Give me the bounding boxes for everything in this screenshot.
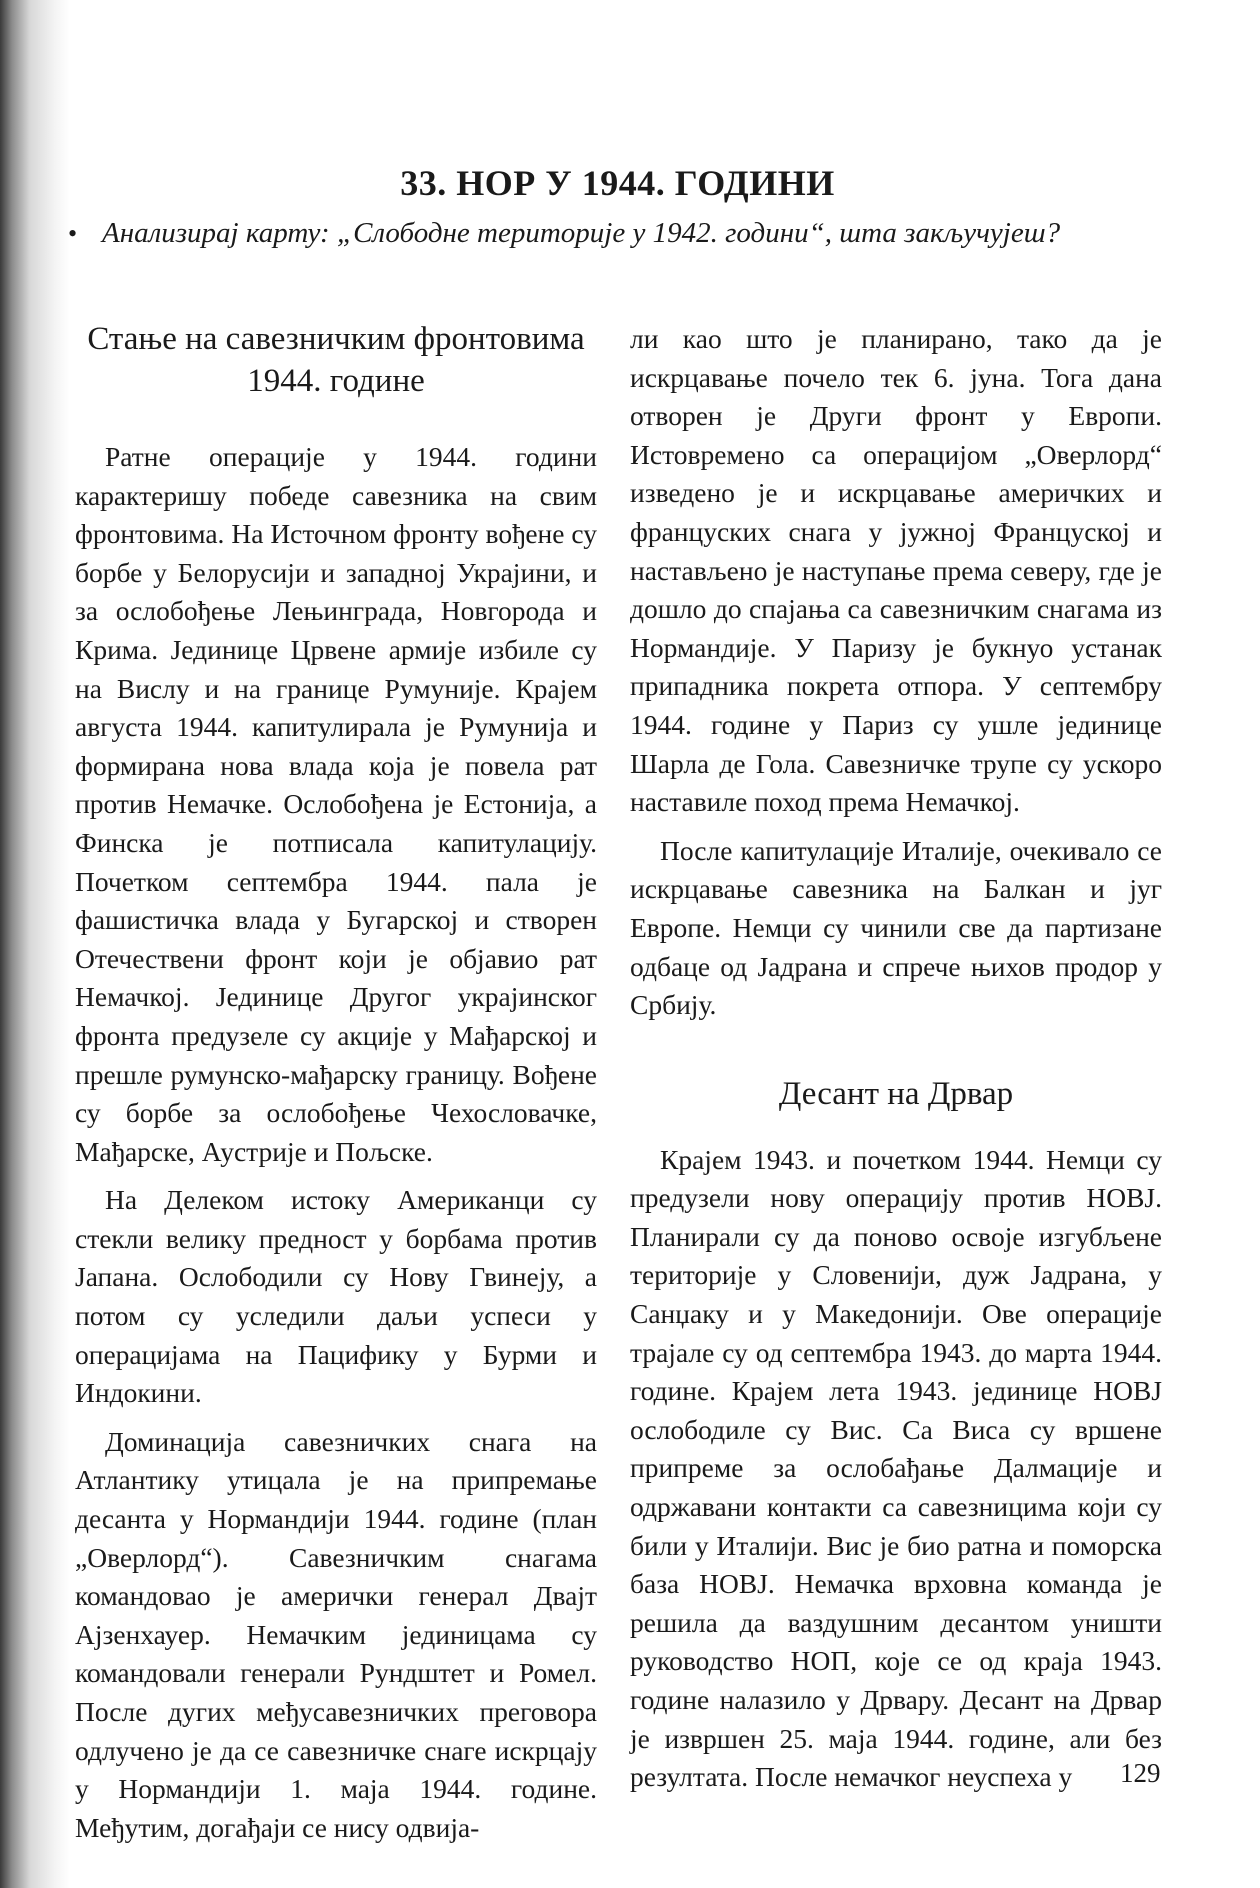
page-title: 33. НОР У 1944. ГОДИНИ — [400, 163, 835, 204]
page-number: 129 — [1120, 1758, 1161, 1788]
paragraph: На Делеком истоку Американци су стекли велику предност у борбама против Јапана. Ослободили су Нову Гвинеју, а потом су уследили даљи успеси у операцијама на Пацифику у Бурми и Индокини. — [75, 1184, 597, 1409]
left-column — [75, 318, 597, 1847]
bullet-icon: • — [68, 219, 78, 248]
scan-edge-shadow — [0, 0, 70, 1888]
paragraph: Ратне операције у 1944. години карактеришу победе савезника на свим фронтовима. На Источном фронту вођене су борбе у Белорусији и западној Украјини, и за ослобођење Лењинграда, Новгорода и Крима. Јединице Црвене армије избиле су на Вислу и на границе Румуније. Крајем августа 1944. капитулирала је Румунија и формирана нова влада која је повела рат против Немачке. Ослобођена је Естонија, а Финска је потписала капитулацију. Почетком септембра 1944. пала је фашистичка влада у Бугарској и створен Отечествени фронт који је објавио рат Немачкој. Јединице Другог украјинског фронта предузеле су акције у Мађарској и прешле румунско-мађарску границу. Вођене су борбе за ослобођење Чехословачке, Мађарске, Аустрије и Пољске. — [75, 441, 597, 1167]
paragraph: После капитулације Италије, очекивало се искрцавање савезника на Балкан и југ Европе. Немци су чинили све да партизане одбаце од Јадрана и спрече њихов продор у Србију. — [630, 834, 1162, 1021]
task-text: Анализирај карту: „Слободне територије у 1942. години“, шта закључујеш? — [102, 217, 1061, 249]
paragraph: Доминација савезничких снага на Атлантику утицала је на припремање десанта у Нормандији 1944. године (план „Оверлорд“). Савезничким снагама командовао је амерички генерал Двајт Ајзенхауер. Немачким јединицама су командовали генерали Рундштет и Ромел. После дугих међусавезничких преговора одлучено је да се савезничке снаге искрцају у Нормандији 1. маја 1944. године. Међутим, догађаји се нису одвија- — [75, 1425, 597, 1843]
paragraph: Крајем 1943. и почетком 1944. Немци су предузели нову операцију против НОВЈ. Планирали су да поново освоје изгубљене територије у Словенији, дуж Јадрана, у Санџаку и у Македонији. Ове операције трајале су од септембра 1943. до марта 1944. године. Крајем лета 1943. јединице НОВЈ ослободиле су Вис. Са Виса су вршене припреме за ослобађање Далмације и одржавани контакти са савезницима који су били у Италији. Вис је био ратна и поморска база НОВЈ. Немачка врховна команда је решила да ваздушним десантом уништи руководство НОП, које се од краја 1943. године налазило у Дрвару. Десант на Дрвар је извршен 25. маја 1944. године, али без резултата. После немачког неуспеха у — [630, 1143, 1162, 1793]
section-heading-drvar: Десант на Дрвар — [778, 1075, 1014, 1112]
task-prompt — [68, 214, 1118, 253]
paragraph-continued: ли као што је планирано, тако да је искрцавање почело тек 6. јуна. Тога дана отворен је Други фронт у Европи. Истовремено са операцијом „Оверлорд“ изведено је и искрцавање америчких и француских снага у јужној Француској и настављено је наступање према северу, где је дошло до спајања са савезничким снагама из Нормандије. У Паризу је букнуо устанак припадника покрета отпора. У септембру 1944. године у Париз су ушле јединице Шарла де Гола. Савезничке трупе су ускоро наставиле поход према Немачкој. — [630, 323, 1162, 818]
right-column — [630, 320, 1162, 1797]
section-heading-fronts: Стање на савезничким фронтовима 1944. године — [87, 321, 585, 399]
